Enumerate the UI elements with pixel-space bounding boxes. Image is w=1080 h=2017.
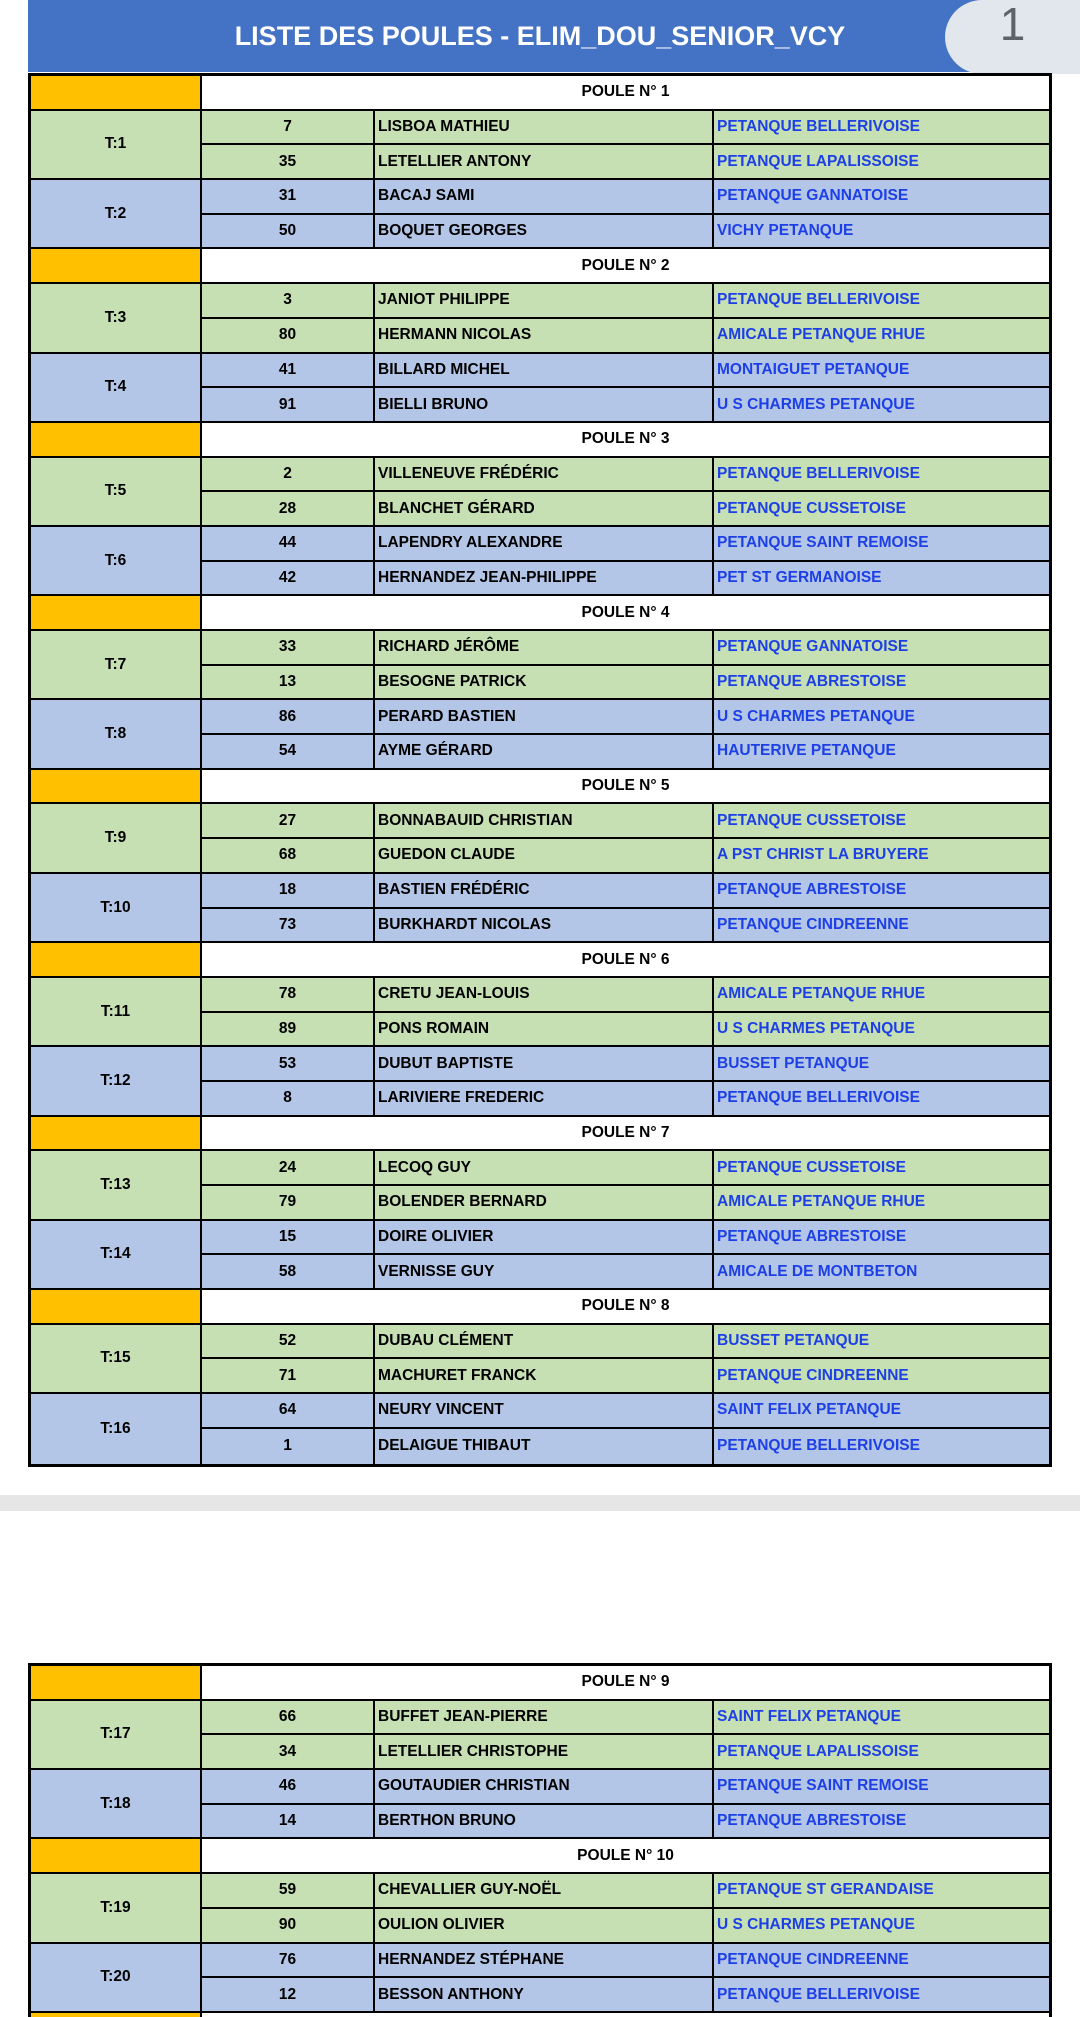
- poule-header-row: [31, 1839, 1049, 1874]
- player-number: 28: [202, 492, 375, 527]
- team-block: [31, 1394, 1049, 1463]
- player-number: 27: [202, 804, 375, 839]
- player-name: DUBAU CLÉMENT: [375, 1325, 714, 1360]
- player-club: PETANQUE SAINT REMOISE: [714, 1770, 1049, 1805]
- player-name: BESSON ANTHONY: [375, 1978, 714, 2013]
- player-club: AMICALE PETANQUE RHUE: [714, 1186, 1049, 1221]
- player-club: PETANQUE BELLERIVOISE: [714, 111, 1049, 146]
- team-label: T:20: [31, 1944, 202, 2013]
- player-club: PETANQUE BELLERIVOISE: [714, 458, 1049, 493]
- player-club: PETANQUE BELLERIVOISE: [714, 1978, 1049, 2013]
- page-separator: [0, 1495, 1080, 1511]
- player-name: LARIVIERE FREDERIC: [375, 1082, 714, 1117]
- player-club: PETANQUE BELLERIVOISE: [714, 1082, 1049, 1117]
- player-club: PET ST GERMANOISE: [714, 562, 1049, 597]
- team-label: T:17: [31, 1701, 202, 1770]
- player-name: BESOGNE PATRICK: [375, 666, 714, 701]
- poule-header-row: [31, 943, 1049, 978]
- player-name: DELAIGUE THIBAUT: [375, 1429, 714, 1464]
- player-club: PETANQUE CINDREENNE: [714, 1944, 1049, 1979]
- poule-title: POULE N° 5: [202, 770, 1049, 805]
- player-name: CHEVALLIER GUY-NOËL: [375, 1874, 714, 1909]
- player-number: 15: [202, 1221, 375, 1256]
- poule-header-row: [31, 76, 1049, 111]
- page-title: LISTE DES POULES - ELIM_DOU_SENIOR_VCY: [234, 21, 846, 51]
- player-number: 31: [202, 180, 375, 215]
- poule-marker-cell: [31, 1839, 202, 1874]
- player-name: BONNABAUID CHRISTIAN: [375, 804, 714, 839]
- player-number: 1: [202, 1429, 375, 1464]
- poule-title: POULE N° 1: [202, 76, 1049, 111]
- team-block: [31, 700, 1049, 769]
- poule-header-row: [31, 1117, 1049, 1152]
- team-label: T:18: [31, 1770, 202, 1839]
- player-club: PETANQUE GANNATOISE: [714, 631, 1049, 666]
- team-block: [31, 180, 1049, 249]
- player-number: 2: [202, 458, 375, 493]
- player-name: BUFFET JEAN-PIERRE: [375, 1701, 714, 1736]
- poule-header-row: [31, 596, 1049, 631]
- poules-table-page-1: [28, 73, 1052, 1467]
- team-block: [31, 354, 1049, 423]
- team-block: [31, 1944, 1049, 2013]
- player-number: 50: [202, 215, 375, 250]
- player-name: DOIRE OLIVIER: [375, 1221, 714, 1256]
- team-label: T:4: [31, 354, 202, 423]
- team-block: [31, 1221, 1049, 1290]
- poule-marker-cell: [31, 770, 202, 805]
- player-club: PETANQUE ABRESTOISE: [714, 1221, 1049, 1256]
- team-block: [31, 804, 1049, 873]
- player-number: 14: [202, 1805, 375, 1840]
- player-number: 53: [202, 1047, 375, 1082]
- team-label: T:14: [31, 1221, 202, 1290]
- player-number: 79: [202, 1186, 375, 1221]
- page-number-badge: [945, 0, 1080, 74]
- team-label: T:11: [31, 978, 202, 1047]
- player-number: 18: [202, 874, 375, 909]
- player-club: BUSSET PETANQUE: [714, 1047, 1049, 1082]
- poule-title: POULE N° 6: [202, 943, 1049, 978]
- player-number: 42: [202, 562, 375, 597]
- player-name: BURKHARDT NICOLAS: [375, 909, 714, 944]
- poule-marker-cell: [31, 1117, 202, 1152]
- team-block: [31, 1151, 1049, 1220]
- player-name: BASTIEN FRÉDÉRIC: [375, 874, 714, 909]
- team-block: [31, 631, 1049, 700]
- team-block: [31, 1047, 1049, 1116]
- player-number: 66: [202, 1701, 375, 1736]
- player-club: PETANQUE BELLERIVOISE: [717, 1437, 920, 1455]
- player-number: 90: [202, 1909, 375, 1944]
- player-number: 8: [202, 1082, 375, 1117]
- team-label: T:6: [31, 527, 202, 596]
- poule-marker-cell: [31, 943, 202, 978]
- poule-header-row: [31, 770, 1049, 805]
- player-number: 73: [202, 909, 375, 944]
- poule-marker-cell: [31, 423, 202, 458]
- poule-marker-cell: [31, 1666, 202, 1701]
- poule-title-empty: [202, 2013, 1049, 2017]
- poule-header-row: [31, 249, 1049, 284]
- player-name: HERNANDEZ JEAN-PHILIPPE: [375, 562, 714, 597]
- poule-title: POULE N° 3: [202, 423, 1049, 458]
- player-name: VERNISSE GUY: [375, 1255, 714, 1290]
- player-club: PETANQUE GANNATOISE: [714, 180, 1049, 215]
- player-club: U S CHARMES PETANQUE: [714, 1013, 1049, 1048]
- poule-title: POULE N° 4: [202, 596, 1049, 631]
- player-club: VICHY PETANQUE: [714, 215, 1049, 250]
- player-number: 41: [202, 354, 375, 389]
- poule-title: POULE N° 8: [202, 1290, 1049, 1325]
- player-number: 33: [202, 631, 375, 666]
- player-number: 3: [202, 284, 375, 319]
- poule-header-row: [31, 423, 1049, 458]
- player-club: SAINT FELIX PETANQUE: [714, 1701, 1049, 1736]
- team-label: T:8: [31, 700, 202, 769]
- player-name: HERMANN NICOLAS: [375, 319, 714, 354]
- player-number: 59: [202, 1874, 375, 1909]
- player-name: PERARD BASTIEN: [375, 700, 714, 735]
- poule-marker-cell: [31, 2013, 202, 2017]
- player-name: LETELLIER CHRISTOPHE: [375, 1735, 714, 1770]
- player-name: GOUTAUDIER CHRISTIAN: [375, 1770, 714, 1805]
- player-name: RICHARD JÉRÔME: [375, 631, 714, 666]
- team-block: [31, 1325, 1049, 1394]
- player-number: 46: [202, 1770, 375, 1805]
- player-club: PETANQUE CUSSETOISE: [714, 1151, 1049, 1186]
- player-name: BIELLI BRUNO: [375, 388, 714, 423]
- player-name: LISBOA MATHIEU: [375, 111, 714, 146]
- player-name: HERNANDEZ STÉPHANE: [375, 1944, 714, 1979]
- player-number: 71: [202, 1359, 375, 1394]
- team-block: [31, 1874, 1049, 1943]
- poule-title: POULE N° 2: [202, 249, 1049, 284]
- team-block: [31, 458, 1049, 527]
- player-club: U S CHARMES PETANQUE: [714, 1909, 1049, 1944]
- poule-title: POULE N° 7: [202, 1117, 1049, 1152]
- player-number: 91: [202, 388, 375, 423]
- player-club: U S CHARMES PETANQUE: [714, 700, 1049, 735]
- player-number: 7: [202, 111, 375, 146]
- player-club: PETANQUE SAINT REMOISE: [714, 527, 1049, 562]
- team-block: [31, 874, 1049, 943]
- player-number: 44: [202, 527, 375, 562]
- team-label: T:1: [31, 111, 202, 180]
- player-name: BACAJ SAMI: [375, 180, 714, 215]
- player-club: AMICALE DE MONTBETON: [714, 1255, 1049, 1290]
- player-number: 86: [202, 700, 375, 735]
- player-number: 89: [202, 1013, 375, 1048]
- player-club: U S CHARMES PETANQUE: [714, 388, 1049, 423]
- player-number: 80: [202, 319, 375, 354]
- poule-marker-cell: [31, 596, 202, 631]
- player-club: PETANQUE ABRESTOISE: [714, 666, 1049, 701]
- player-club: MONTAIGUET PETANQUE: [714, 354, 1049, 389]
- page-2-viewport: [0, 1663, 1080, 2017]
- team-block: [31, 978, 1049, 1047]
- player-number: 24: [202, 1151, 375, 1186]
- poule-header-row: [31, 1666, 1049, 1701]
- player-club: PETANQUE LAPALISSOISE: [714, 145, 1049, 180]
- player-name: NEURY VINCENT: [375, 1394, 714, 1429]
- player-number: 35: [202, 145, 375, 180]
- poule-marker-cell: [31, 76, 202, 111]
- player-number: 68: [202, 839, 375, 874]
- player-name: BLANCHET GÉRARD: [375, 492, 714, 527]
- player-club: PETANQUE ABRESTOISE: [714, 874, 1049, 909]
- team-label: T:3: [31, 284, 202, 353]
- player-club: PETANQUE CUSSETOISE: [714, 804, 1049, 839]
- player-club: HAUTERIVE PETANQUE: [714, 735, 1049, 770]
- player-club: AMICALE PETANQUE RHUE: [714, 978, 1049, 1013]
- poule-header-row: [31, 1290, 1049, 1325]
- team-label: T:9: [31, 804, 202, 873]
- player-number: 64: [202, 1394, 375, 1429]
- team-label: T:10: [31, 874, 202, 943]
- player-club: A PST CHRIST LA BRUYERE: [714, 839, 1049, 874]
- poule-title: POULE N° 10: [202, 1839, 1049, 1874]
- player-number: 54: [202, 735, 375, 770]
- poules-table-page-2: [28, 1663, 1052, 2017]
- team-label: T:15: [31, 1325, 202, 1394]
- player-name: AYME GÉRARD: [375, 735, 714, 770]
- player-name: LECOQ GUY: [375, 1151, 714, 1186]
- team-label: T:12: [31, 1047, 202, 1116]
- player-number: 76: [202, 1944, 375, 1979]
- page-number: 1: [999, 0, 1026, 50]
- team-label: T:5: [31, 458, 202, 527]
- player-name: BOLENDER BERNARD: [375, 1186, 714, 1221]
- poule-header-row-continued: [31, 2013, 1049, 2017]
- player-number: 13: [202, 666, 375, 701]
- team-block: [31, 1770, 1049, 1839]
- poule-marker-cell: [31, 1290, 202, 1325]
- team-block: [31, 284, 1049, 353]
- player-name: GUEDON CLAUDE: [375, 839, 714, 874]
- player-name: LAPENDRY ALEXANDRE: [375, 527, 714, 562]
- player-name: LETELLIER ANTONY: [375, 145, 714, 180]
- player-number: 78: [202, 978, 375, 1013]
- player-name: BILLARD MICHEL: [375, 354, 714, 389]
- player-number: 52: [202, 1325, 375, 1360]
- player-name: DUBUT BAPTISTE: [375, 1047, 714, 1082]
- player-club: PETANQUE CUSSETOISE: [714, 492, 1049, 527]
- player-club: PETANQUE LAPALISSOISE: [714, 1735, 1049, 1770]
- player-club: BUSSET PETANQUE: [714, 1325, 1049, 1360]
- player-club: SAINT FELIX PETANQUE: [714, 1394, 1049, 1429]
- team-block: [31, 111, 1049, 180]
- player-name: PONS ROMAIN: [375, 1013, 714, 1048]
- team-label: T:19: [31, 1874, 202, 1943]
- player-club: PETANQUE BELLERIVOISE: [714, 284, 1049, 319]
- player-name: CRETU JEAN-LOUIS: [375, 978, 714, 1013]
- player-club: PETANQUE CINDREENNE: [714, 909, 1049, 944]
- team-label: T:16: [31, 1394, 202, 1463]
- team-block: [31, 527, 1049, 596]
- player-name: OULION OLIVIER: [375, 1909, 714, 1944]
- player-name: BERTHON BRUNO: [375, 1805, 714, 1840]
- player-number: 12: [202, 1978, 375, 2013]
- player-name: BOQUET GEORGES: [375, 215, 714, 250]
- poule-title: POULE N° 9: [202, 1666, 1049, 1701]
- player-club: PETANQUE CINDREENNE: [714, 1359, 1049, 1394]
- player-name: VILLENEUVE FRÉDÉRIC: [375, 458, 714, 493]
- player-number: 58: [202, 1255, 375, 1290]
- team-label: T:13: [31, 1151, 202, 1220]
- player-club: PETANQUE ST GERANDAISE: [714, 1874, 1049, 1909]
- team-label: T:7: [31, 631, 202, 700]
- team-block: [31, 1701, 1049, 1770]
- poule-marker-cell: [31, 249, 202, 284]
- player-club: PETANQUE ABRESTOISE: [714, 1805, 1049, 1840]
- player-name: MACHURET FRANCK: [375, 1359, 714, 1394]
- team-label: T:2: [31, 180, 202, 249]
- player-name: JANIOT PHILIPPE: [375, 284, 714, 319]
- player-club: AMICALE PETANQUE RHUE: [714, 319, 1049, 354]
- player-number: 34: [202, 1735, 375, 1770]
